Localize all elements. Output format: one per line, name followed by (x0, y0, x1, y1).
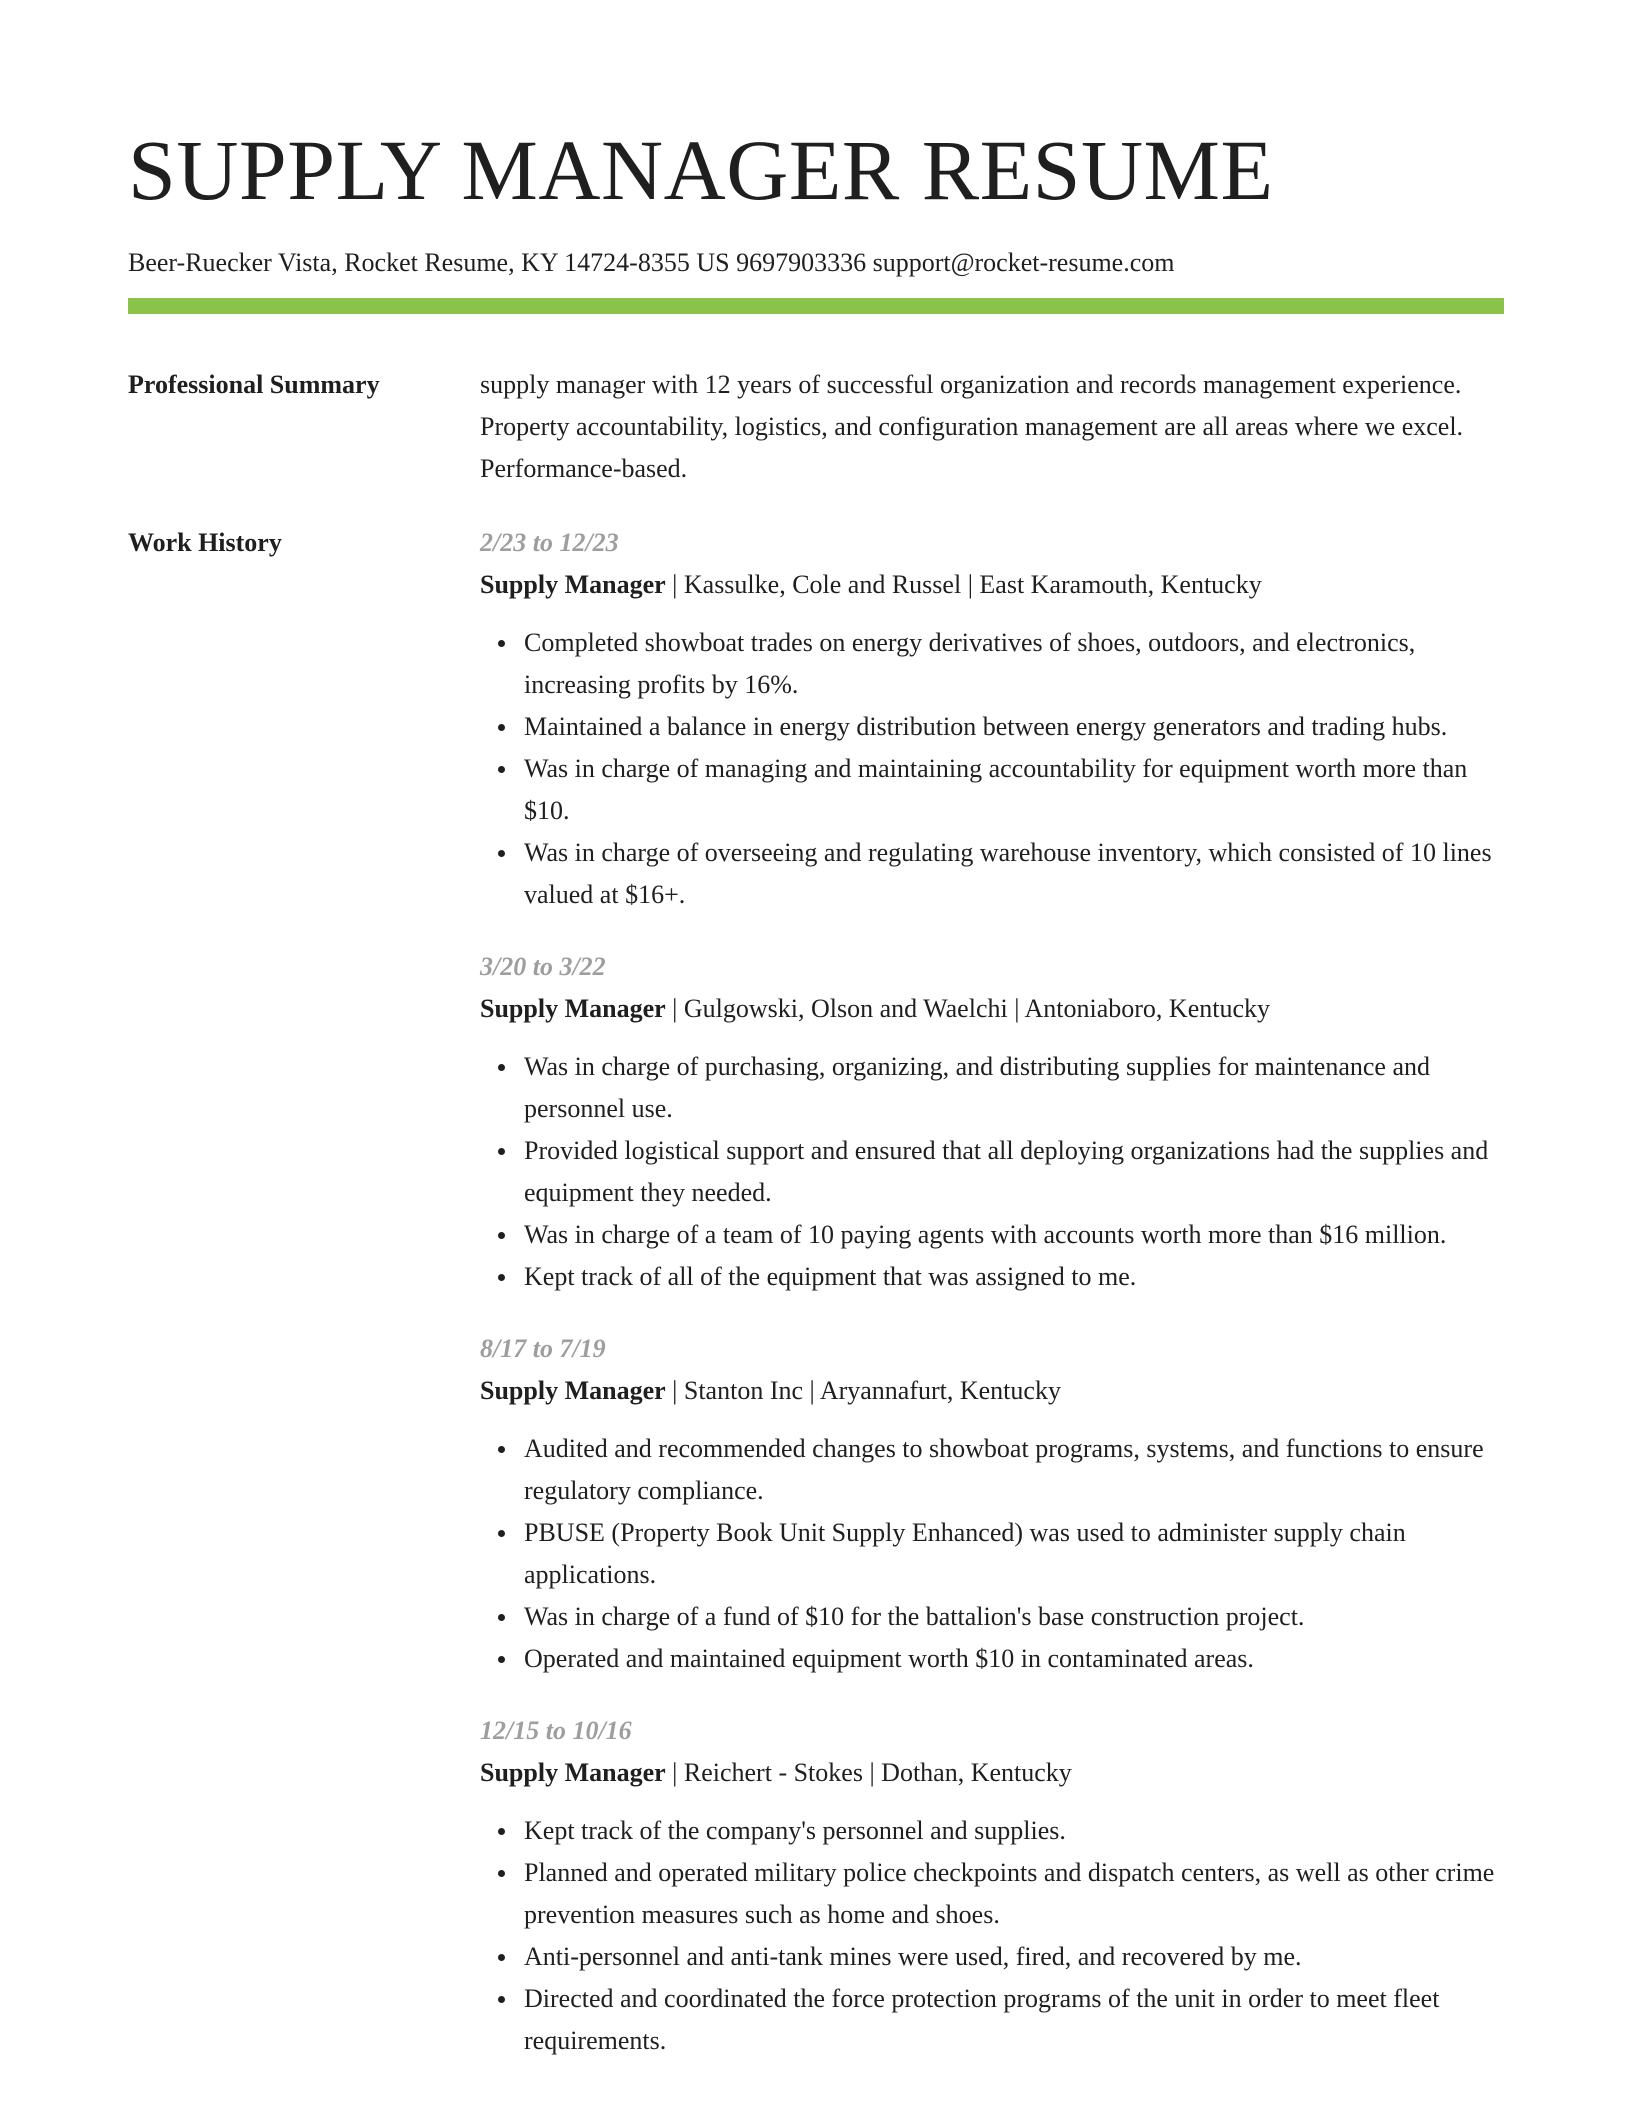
professional-summary-section (128, 364, 1504, 490)
job-heading (480, 1370, 1504, 1412)
separator: | (665, 1376, 684, 1405)
job-dates: 2/23 to 12/23 (480, 528, 619, 557)
separator: | (803, 1376, 820, 1405)
job-title: Supply Manager (480, 994, 666, 1023)
separator: | (1007, 994, 1025, 1023)
job-bullets (480, 1046, 1504, 1298)
job-dates: 8/17 to 7/19 (480, 1334, 606, 1363)
job-location: Aryannafurt, Kentucky (819, 1376, 1061, 1405)
job-company: Stanton Inc (683, 1376, 804, 1405)
job-bullets (480, 1428, 1504, 1680)
contact-line: Beer-Ruecker Vista, Rocket Resume, KY 14724-8355 US 9697903336 support@rocket-resume.com (128, 248, 1175, 277)
job-company: Kassulke, Cole and Russel (683, 570, 962, 599)
bullet-item: Provided logistical support and ensured that all deploying organizations had the supplies and equipment they needed. (524, 1130, 1504, 1214)
bullet-item: Kept track of the company's personnel and supplies. (524, 1810, 1504, 1852)
job-entry (480, 946, 1504, 1298)
job-title: Supply Manager (480, 1758, 666, 1787)
bullet-item: Planned and operated military police checkpoints and dispatch centers, as well as other crime prevention measures such as home and shoes. (524, 1852, 1504, 1936)
bullet-item: Maintained a balance in energy distribution between energy generators and trading hubs. (524, 706, 1504, 748)
work-history-body (480, 522, 1504, 2092)
job-bullets (480, 622, 1504, 916)
bullet-item: Kept track of all of the equipment that was assigned to me. (524, 1256, 1504, 1298)
section-label-work-history: Work History (128, 528, 282, 557)
accent-divider (128, 298, 1504, 314)
job-heading (480, 1752, 1504, 1794)
job-title: Supply Manager (480, 570, 666, 599)
job-heading (480, 564, 1504, 606)
section-label-professional-summary: Professional Summary (128, 370, 380, 399)
job-location: Antoniaboro, Kentucky (1024, 994, 1271, 1023)
job-dates: 3/20 to 3/22 (480, 952, 606, 981)
bullet-item: Directed and coordinated the force protection programs of the unit in order to meet fleet requirements. (524, 1978, 1504, 2062)
bullet-item: Was in charge of managing and maintaining accountability for equipment worth more than $10. (524, 748, 1504, 832)
job-dates: 12/15 to 10/16 (480, 1716, 632, 1745)
job-company: Gulgowski, Olson and Waelchi (683, 994, 1008, 1023)
separator: | (665, 570, 684, 599)
bullet-item: Anti-personnel and anti-tank mines were used, fired, and recovered by me. (524, 1936, 1504, 1978)
job-entry (480, 522, 1504, 916)
job-entry (480, 1710, 1504, 2062)
separator: | (665, 1758, 684, 1787)
job-bullets (480, 1810, 1504, 2062)
bullet-item: Was in charge of purchasing, organizing, and distributing supplies for maintenance and personnel use. (524, 1046, 1504, 1130)
work-history-section (128, 522, 1504, 2092)
bullet-item: Audited and recommended changes to showboat programs, systems, and functions to ensure regulatory compliance. (524, 1428, 1504, 1512)
resume-page (128, 0, 1504, 2092)
bullet-item: PBUSE (Property Book Unit Supply Enhanced) was used to administer supply chain applications. (524, 1512, 1504, 1596)
summary-body (480, 364, 1504, 490)
job-heading (480, 988, 1504, 1030)
separator: | (665, 994, 684, 1023)
separator: | (961, 570, 980, 599)
job-entry (480, 1328, 1504, 1680)
job-company: Reichert - Stokes (683, 1758, 863, 1787)
job-title: Supply Manager (480, 1376, 666, 1405)
page-title: SUPPLY MANAGER RESUME (128, 122, 1274, 218)
bullet-item: Operated and maintained equipment worth $10 in contaminated areas. (524, 1638, 1504, 1680)
bullet-item: Was in charge of overseeing and regulating warehouse inventory, which consisted of 10 lines valued at $16+. (524, 832, 1504, 916)
job-location: East Karamouth, Kentucky (979, 570, 1262, 599)
bullet-item: Completed showboat trades on energy derivatives of shoes, outdoors, and electronics, increasing profits by 16%. (524, 622, 1504, 706)
separator: | (862, 1758, 882, 1787)
bullet-item: Was in charge of a team of 10 paying agents with accounts worth more than $16 million. (524, 1214, 1504, 1256)
job-location: Dothan, Kentucky (881, 1758, 1072, 1787)
summary-text: supply manager with 12 years of successful organization and records management experience. Property accountability, logistics, and configuration management are all areas where we excel. Performance-based. (480, 370, 1464, 483)
bullet-item: Was in charge of a fund of $10 for the battalion's base construction project. (524, 1596, 1504, 1638)
